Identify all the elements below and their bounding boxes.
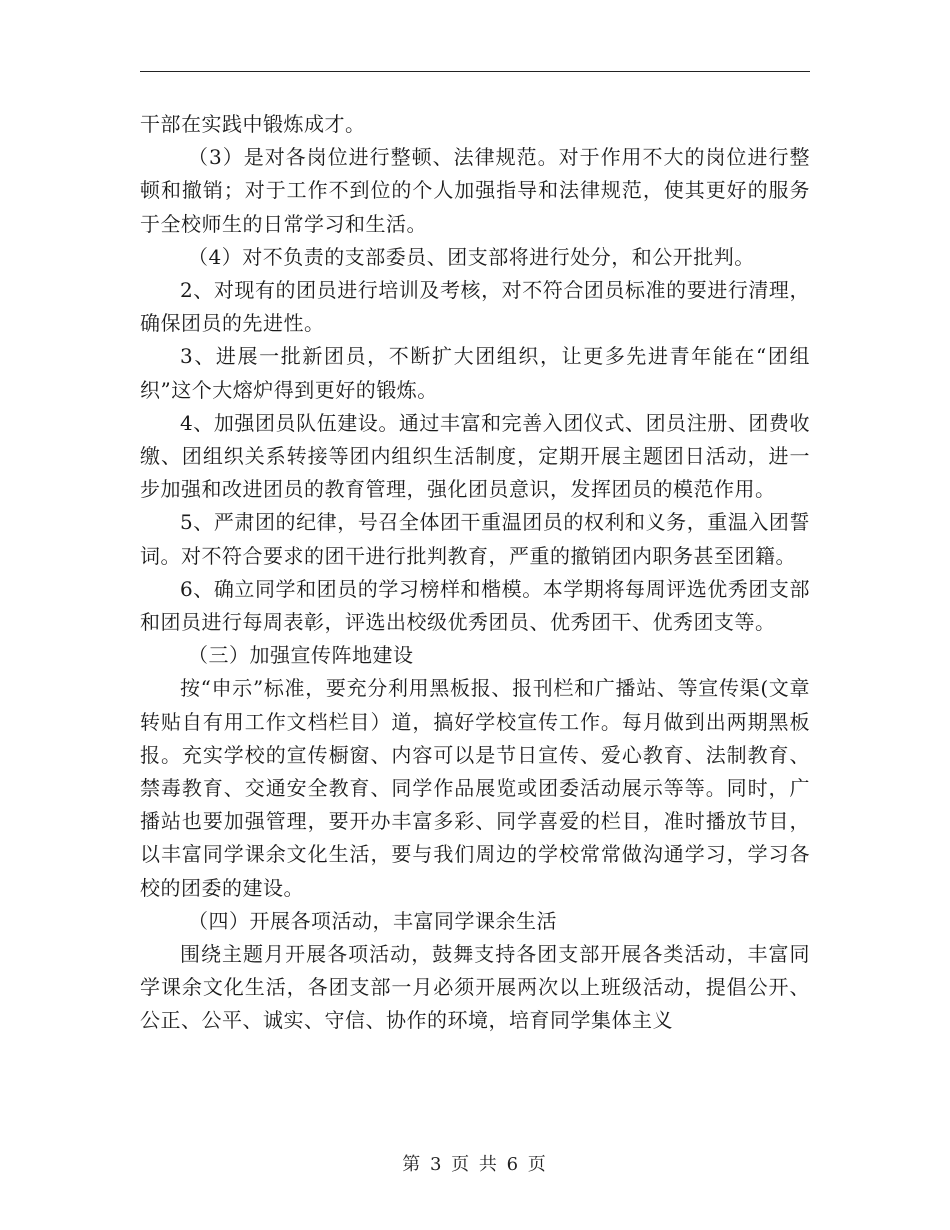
paragraph: 5、严肃团的纪律，号召全体团干重温团员的权利和义务，重温入团誓词。对不符合要求的团干进行批判教育，严重的撤销团内职务甚至团籍。: [140, 510, 810, 568]
paragraph: 4、加强团员队伍建设。通过丰富和完善入团仪式、团员注册、团费收缴、团组织关系转接等团内组织生活制度，定期开展主题团日活动，进一步加强和改进团员的教育管理，强化团员意识，发挥团员的模范作用。: [140, 410, 810, 502]
section-heading: （三）加强宣传阵地建设: [188, 643, 414, 668]
paragraph: （4）对不负责的支部委员、团支部将进行处分，和公开批判。: [188, 244, 755, 269]
section-heading: （四）开展各项活动，丰富同学课余生活: [188, 908, 557, 933]
paragraph: （3）是对各岗位进行整顿、法律规范。对于作用不大的岗位进行整顿和撤销；对于工作不到位的个人加强指导和法律规范，使其更好的服务于全校师生的日常学习和生活。: [140, 145, 810, 236]
page-number: 第 3 页 共 6 页: [402, 1154, 548, 1175]
paragraph: 2、对现有的团员进行培训及考核，对不符合团员标准的要进行清理，确保团员的先进性。: [140, 278, 810, 336]
paragraph: 围绕主题月开展各项活动，鼓舞支持各团支部开展各类活动，丰富同学课余文化生活，各团支部一月必须开展两次以上班级活动，提倡公开、公正、公平、诚实、守信、协作的环境，培育同学集体主义: [140, 942, 810, 1033]
header-rule: [140, 71, 810, 72]
paragraph: 干部在实践中锻炼成才。: [140, 112, 366, 136]
paragraph: 按“申示”标准，要充分利用黑板报、报刊栏和广播站、等宣传渠(文章转贴自有用工作文档栏目）道，搞好学校宣传工作。每月做到出两期黑板报。充实学校的宣传橱窗、内容可以是节日宣传、爱心教育、法制教育、禁毒教育、交通安全教育、同学作品展览或团委活动展示等等。同时，广播站也要加强管理，要开办丰富多彩、同学喜爱的栏目，准时播放节目，以丰富同学课余文化生活，要与我们周边的学校常常做沟通学习，学习各校的团委的建设。: [140, 676, 810, 900]
document-body: [140, 108, 810, 1038]
paragraph: 3、进展一批新团员，不断扩大团组织，让更多先进青年能在“团组织”这个大熔炉得到更好的锻炼。: [140, 344, 810, 402]
paragraph: 6、确立同学和团员的学习榜样和楷模。本学期将每周评选优秀团支部和团员进行每周表彰，评选出校级优秀团员、优秀团干、优秀团支等。: [140, 576, 810, 635]
